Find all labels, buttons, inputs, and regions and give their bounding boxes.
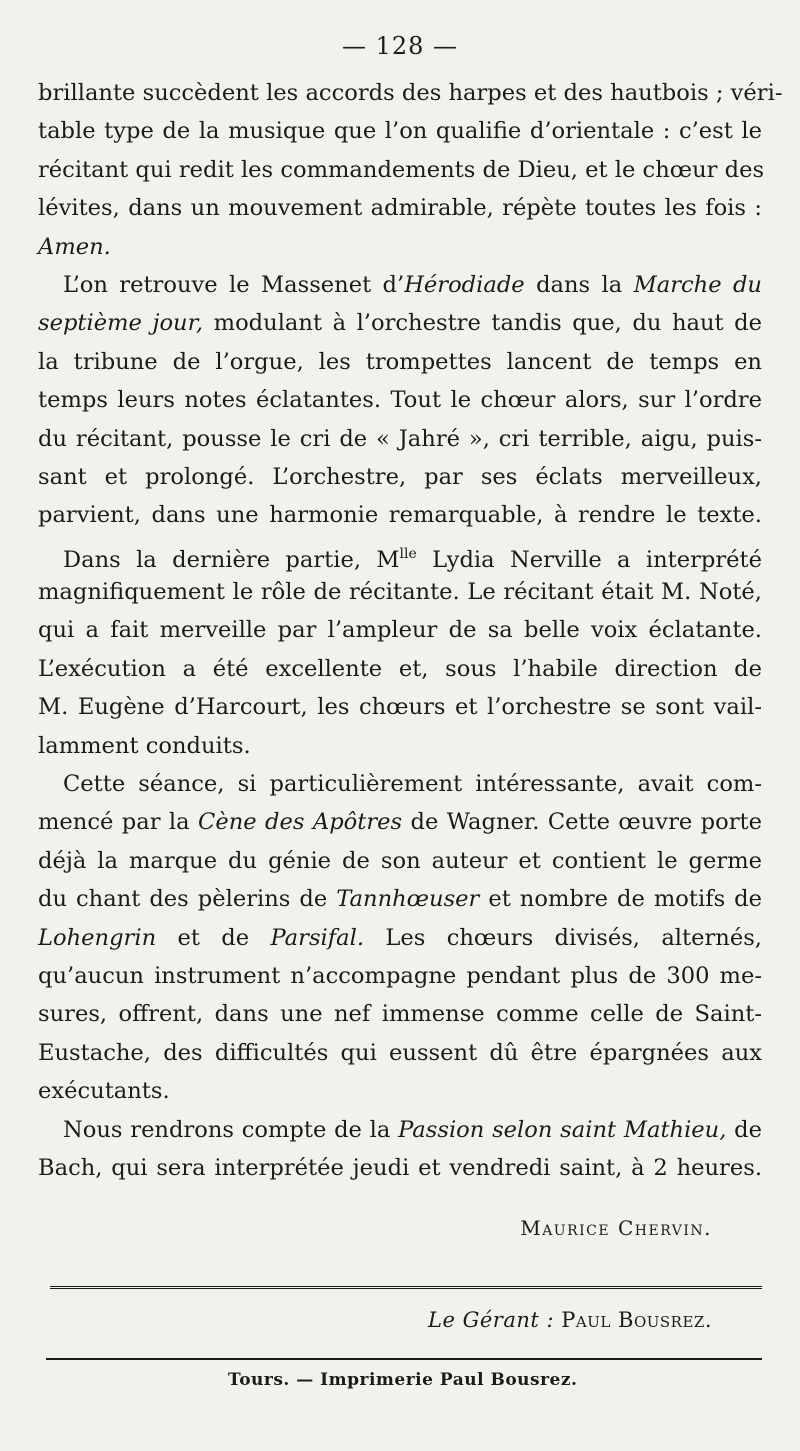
text-segment: lévites, dans un mouvement admirable, répète toutes les fois : [38,195,762,222]
text-segment: Eustache, des difficultés qui eussent dû être épargnées aux [38,1039,762,1066]
text-segment: sures, offrent, dans une nef immense comme celle de Saint- [38,1001,762,1028]
text-segment: temps leurs notes éclatantes. Tout le chœur alors, sur l’ordre [38,387,762,414]
document-page [38,30,783,1430]
italic-text-segment: Lohengrin [38,924,157,951]
text-line [38,1111,762,1149]
italic-text-segment: Parsifal. [270,924,365,951]
text-segment: Bach, qui sera interprétée jeudi et vendredi saint, à 2 heures. [38,1154,762,1181]
italic-text-segment: Amen. [38,233,111,260]
text-segment: dans la [524,271,634,298]
text-line [38,74,783,112]
text-line [38,880,762,918]
text-line [38,803,762,841]
text-segment: M. Eugène d’Harcourt, les chœurs et l’orchestre se sont vail- [38,694,762,721]
text-line [38,304,762,342]
text-line [38,343,762,381]
article-body [38,74,783,1187]
text-segment: du chant des pèlerins de [38,886,337,913]
gerant-label: Le Gérant : [428,1308,555,1332]
text-segment: Nous rendrons compte de la [63,1116,399,1143]
text-line [38,650,762,688]
printer-imprint: Tours. — Imprimerie Paul Bousrez. [228,1370,578,1390]
double-rule-divider [50,1286,762,1289]
italic-text-segment: Marche du [633,271,762,298]
text-segment: et nombre de motifs de [479,886,762,913]
text-line [38,1034,762,1072]
text-line [38,496,762,534]
text-segment: Cette séance, si particulièrement intéressante, avait com- [63,771,762,798]
text-line [38,842,762,880]
text-segment: parvient, dans une harmonie remarquable, à rendre le texte. [38,502,762,529]
text-segment: déjà la marque du génie de son auteur et contient le germe [38,847,762,874]
text-line [38,381,762,419]
text-segment: et de [156,924,271,951]
superscript-segment: lle [399,545,417,562]
text-segment: récitant qui redit les commandements de Dieu, et le chœur des [38,156,765,183]
author-name: Maurice Chervin. [520,1216,712,1240]
text-line [38,151,765,189]
text-segment: Lydia Nerville a interprété [416,546,762,573]
footer-rule-divider [46,1358,762,1360]
text-line [38,112,762,150]
text-segment: lamment conduits. [38,732,251,759]
text-segment: de [726,1116,762,1143]
italic-text-segment: septième jour, [38,310,204,337]
text-line [38,1149,762,1187]
text-segment: brillante succèdent les accords des harpes et des hautbois ; véri- [38,80,783,106]
text-line [38,228,762,266]
italic-text-segment: Tannhœuser [336,886,480,913]
author-signature [520,1216,712,1240]
text-segment: modulant à l’orchestre tandis que, du haut de [203,310,762,337]
text-line [38,957,762,995]
italic-text-segment: Cène des Apôtres [198,809,403,836]
text-segment: qu’aucun instrument n’accompagne pendant plus de 300 me- [38,962,762,989]
text-line [38,1072,762,1110]
text-segment: magnifiquement le rôle de récitante. Le récitant était M. Noté, [38,579,762,606]
italic-text-segment: Hérodiade [404,271,525,298]
text-line [38,919,762,957]
gerant-line [428,1308,712,1332]
gerant-name: Paul Bousrez. [561,1308,712,1332]
text-segment: du récitant, pousse le cri de « Jahré », cri terrible, aigu, puis- [38,425,762,452]
text-line [38,765,762,803]
text-segment: la tribune de l’orgue, les trompettes lancent de temps en [38,348,762,375]
text-segment: mencé par la [38,809,199,836]
text-segment: L’on retrouve le Massenet d’ [63,271,405,298]
text-line [38,458,762,496]
text-segment: sant et prolongé. L’orchestre, par ses éclats merveilleux, [38,463,762,490]
page-number: — 128 — [341,32,459,60]
italic-text-segment: Passion selon saint Mathieu, [398,1116,727,1143]
text-line [38,420,762,458]
text-line [38,611,762,649]
text-segment: table type de la musique que l’on qualifie d’orientale : c’est le [38,118,762,145]
text-line [38,573,762,611]
text-segment: Dans la dernière partie, M [63,546,400,573]
text-segment: qui a fait merveille par l’ampleur de sa belle voix éclatante. [38,617,762,644]
text-line [38,266,762,304]
text-line [38,727,762,765]
text-segment: Les chœurs divisés, alternés, [364,924,762,951]
text-segment: L’exécution a été excellente et, sous l’habile direction de [38,655,762,682]
text-line [38,189,762,227]
text-line [38,535,762,573]
text-segment: de Wagner. Cette œuvre porte [402,809,762,836]
text-segment: exécutants. [38,1078,170,1105]
text-line [38,995,762,1033]
text-line [38,688,762,726]
